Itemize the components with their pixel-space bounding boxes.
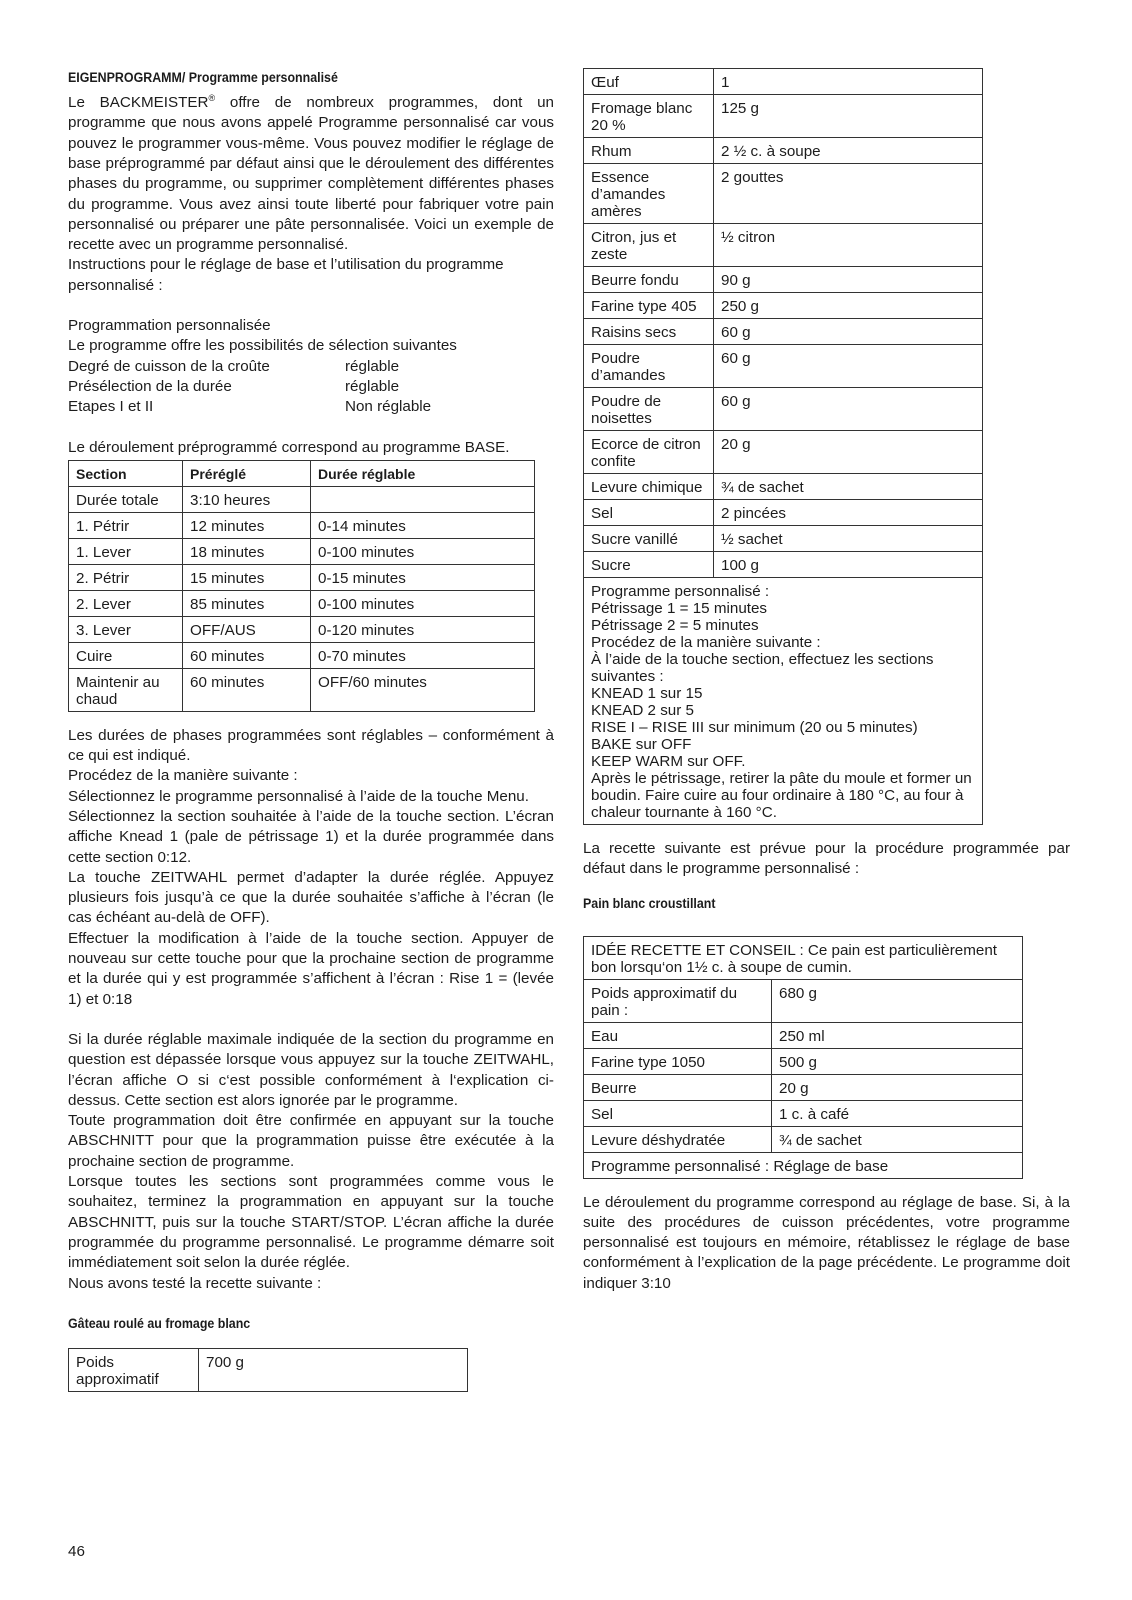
ingredient-name: Essence d’amandes amères xyxy=(584,164,714,224)
ingredient-name: Sel xyxy=(584,1100,772,1126)
ingredient-name: Citron, jus et zeste xyxy=(584,224,714,267)
paragraph: Toute programmation doit être confirmée en appuyant sur la touche ABSCHNITT pour que la programmation puisse être exécutée à la prochaine section de programme. xyxy=(68,1112,554,1170)
cell-adjustable: 0-15 minutes xyxy=(311,564,535,590)
program-line: RISE I – RISE III sur minimum (20 ou 5 minutes) xyxy=(591,719,918,736)
weight-value: 700 g xyxy=(199,1348,468,1391)
intro-paragraph xyxy=(68,88,554,255)
ingredient-row xyxy=(584,474,983,500)
program-line: Pétrissage 2 = 5 minutes xyxy=(591,617,759,634)
program-line: KEEP WARM sur OFF. xyxy=(591,753,746,770)
cell-adjustable: OFF/60 minutes xyxy=(311,668,535,711)
ingredient-name: Beurre fondu xyxy=(584,267,714,293)
ingredient-amount: 60 g xyxy=(714,388,983,431)
recipe-note: La recette suivante est prévue pour la procédure programmée par défaut dans le programme personnalisé : xyxy=(583,840,1070,878)
header-preset: Préréglé xyxy=(183,460,311,486)
right-column xyxy=(583,68,1070,1294)
options-list xyxy=(68,357,554,418)
table-row xyxy=(584,936,1023,979)
table-row xyxy=(69,590,535,616)
program-line: BAKE sur OFF xyxy=(591,736,692,753)
table-row xyxy=(69,668,535,711)
ingredient-row xyxy=(584,552,983,578)
cell-adjustable: 0-100 minutes xyxy=(311,538,535,564)
ingredient-name: Beurre xyxy=(584,1074,772,1100)
weight-table xyxy=(68,1348,468,1392)
ingredient-row xyxy=(584,345,983,388)
paragraph: Sélectionnez le programme personnalisé à l’aide de la touche Menu. xyxy=(68,787,529,805)
option-key: Degré de cuisson de la croûte xyxy=(68,357,270,375)
programming-subtitle: Le programme offre les possibilités de sélection suivantes xyxy=(68,337,457,355)
cell-adjustable: 0-100 minutes xyxy=(311,590,535,616)
table-row xyxy=(69,486,535,512)
cell-preset: 60 minutes xyxy=(183,668,311,711)
cell-section: 1. Lever xyxy=(69,538,183,564)
ingredient-name: Sel xyxy=(584,500,714,526)
ingredient-row xyxy=(584,224,983,267)
registered-mark: ® xyxy=(208,93,216,103)
tip-cell: IDÉE RECETTE ET CONSEIL : Ce pain est particulièrement bon lorsqu‘on 1½ c. à soupe de cumin. xyxy=(584,936,1023,979)
paragraph: La touche ZEITWAHL permet d’adapter la durée réglée. Appuyez plusieurs fois jusqu’à ce que la durée souhaitée s’affiche à l’écran (le cas échéant au-delà de OFF). xyxy=(68,868,554,927)
instructions-paragraph: Instructions pour le réglage de base et l’utilisation du programme personnalisé : xyxy=(68,256,504,294)
recipe2-table xyxy=(583,936,1023,1179)
ingredient-name: Poids approximatif du pain : xyxy=(584,979,772,1022)
programming-title: Programmation personnalisée xyxy=(68,317,271,335)
ingredient-amount: 680 g xyxy=(772,979,1023,1022)
left-column xyxy=(68,68,554,1392)
program-instructions xyxy=(584,578,983,825)
cell-preset: 15 minutes xyxy=(183,564,311,590)
cell-section: 3. Lever xyxy=(69,616,183,642)
paragraph: Effectuer la modification à l’aide de la touche section. Appuyer de nouveau sur cette touche pour que la prochaine section de programme et la durée qui y est programmée s’affichent à l’écran : Rise 1 = (levée 1) et 0:18 xyxy=(68,929,554,1008)
ingredient-name: Farine type 1050 xyxy=(584,1048,772,1074)
table-row xyxy=(69,1348,468,1391)
ingredient-name: Fromage blanc 20 % xyxy=(584,95,714,138)
ingredient-name: Ecorce de citron confite xyxy=(584,431,714,474)
program-line: KNEAD 1 sur 15 xyxy=(591,685,703,702)
cell-preset: 12 minutes xyxy=(183,512,311,538)
cell-adjustable: 0-70 minutes xyxy=(311,642,535,668)
ingredient-amount: 125 g xyxy=(714,95,983,138)
program-line: Après le pétrissage, retirer la pâte du moule et former un boudin. Faire cuire au four ordinaire à 180 °C, au four à chaleur tournante à 160 °C. xyxy=(591,770,972,821)
ingredient-name: Œuf xyxy=(584,69,714,95)
table-row xyxy=(69,642,535,668)
program-instructions-row xyxy=(584,578,983,825)
ingredient-row xyxy=(584,500,983,526)
ingredient-row xyxy=(584,388,983,431)
ingredient-name: Rhum xyxy=(584,138,714,164)
base-program-note: Le déroulement préprogrammé correspond au programme BASE. xyxy=(68,438,510,456)
cell-adjustable: 0-14 minutes xyxy=(311,512,535,538)
ingredient-amount: 20 g xyxy=(772,1074,1023,1100)
ingredient-row xyxy=(584,138,983,164)
cell-adjustable: 0-120 minutes xyxy=(311,616,535,642)
ingredient-row xyxy=(584,95,983,138)
ingredient-name: Levure déshydratée xyxy=(584,1126,772,1152)
cell-section: 2. Lever xyxy=(69,590,183,616)
ingredient-row xyxy=(584,431,983,474)
ingredient-amount: 2 gouttes xyxy=(714,164,983,224)
paragraph: Nous avons testé la recette suivante : xyxy=(68,1274,322,1292)
section-table xyxy=(68,460,535,712)
cell-section: Durée totale xyxy=(69,486,183,512)
cell-section: Maintenir au chaud xyxy=(69,668,183,711)
paragraph: Lorsque toutes les sections sont programmées comme vous le souhaitez, terminez la programmation en appuyant sur la touche ABSCHNITT, puis sur la touche START/STOP. L’écran affiche la durée programmée du programme personnalisé. Le programme démarre soit immédiatement soit selon la durée réglée. xyxy=(68,1173,554,1272)
ingredient-amount: 250 g xyxy=(714,293,983,319)
ingredient-name: Sucre xyxy=(584,552,714,578)
ingredient-amount: 2 ½ c. à soupe xyxy=(714,138,983,164)
ingredient-name: Eau xyxy=(584,1022,772,1048)
recipe-heading: Gâteau roulé au fromage blanc xyxy=(68,1315,251,1331)
ingredient-row xyxy=(584,1126,1023,1152)
ingredient-amount: ½ sachet xyxy=(714,526,983,552)
paragraph: Si la durée réglable maximale indiquée de la section du programme en question est dépassée lorsque vous appuyez sur la touche ZEITWAHL, l’écran affiche O si c‘est possible conformément à l‘explication ci-dessus. Cette section est alors ignorée par le programme. xyxy=(68,1030,554,1109)
option-row xyxy=(68,357,554,377)
cell-section: 1. Pétrir xyxy=(69,512,183,538)
cell-adjustable xyxy=(311,486,535,512)
program-setting-cell: Programme personnalisé : Réglage de base xyxy=(584,1152,1023,1178)
cell-preset: 85 minutes xyxy=(183,590,311,616)
weight-label: Poids approximatif xyxy=(69,1348,199,1391)
program-line: Procédez de la manière suivante : xyxy=(591,634,821,651)
paragraph: Procédez de la manière suivante : xyxy=(68,767,298,785)
ingredient-row xyxy=(584,1048,1023,1074)
table-row xyxy=(69,616,535,642)
ingredient-name: Levure chimique xyxy=(584,474,714,500)
ingredient-amount: 60 g xyxy=(714,345,983,388)
program-line: Pétrissage 1 = 15 minutes xyxy=(591,600,768,617)
header-section: Section xyxy=(69,460,183,486)
ingredient-row xyxy=(584,1022,1023,1048)
ingredient-amount: 60 g xyxy=(714,319,983,345)
ingredient-amount: ½ citron xyxy=(714,224,983,267)
ingredient-amount: 1 xyxy=(714,69,983,95)
ingredient-name: Farine type 405 xyxy=(584,293,714,319)
option-row xyxy=(68,377,554,397)
option-row xyxy=(68,397,554,417)
option-value: Non réglable xyxy=(345,398,432,416)
table-row xyxy=(584,1152,1023,1178)
ingredient-amount: 20 g xyxy=(714,431,983,474)
program-line: KNEAD 2 sur 5 xyxy=(591,702,694,719)
ingredient-row xyxy=(584,1074,1023,1100)
option-value: réglable xyxy=(345,377,400,395)
ingredient-amount: 90 g xyxy=(714,267,983,293)
ingredient-amount: 250 ml xyxy=(772,1022,1023,1048)
table-row xyxy=(69,538,535,564)
ingredient-row xyxy=(584,267,983,293)
ingredient-row xyxy=(584,69,983,95)
table-row xyxy=(69,512,535,538)
cell-preset: 18 minutes xyxy=(183,538,311,564)
ingredient-name: Poudre d’amandes xyxy=(584,345,714,388)
ingredient-row xyxy=(584,526,983,552)
paragraph: Sélectionnez la section souhaitée à l’aide de la touche section. L’écran affiche Knead 1 (pale de pétrissage 1) et la durée programmée dans cette section 0:12. xyxy=(68,808,554,866)
ingredient-row xyxy=(584,319,983,345)
section-heading: EIGENPROGRAMM/ Programme personnalisé xyxy=(68,70,338,85)
cell-section: 2. Pétrir xyxy=(69,564,183,590)
ingredient-amount: ¾ de sachet xyxy=(714,474,983,500)
option-key: Présélection de la durée xyxy=(68,377,232,395)
option-key: Etapes I et II xyxy=(68,398,154,416)
table-header-row xyxy=(69,460,535,486)
cell-section: Cuire xyxy=(69,642,183,668)
intro-text: offre de nombreux programmes, dont un programme que nous avons appelé Programme personnalisé car vous pouvez le programmer vous-même. Vous pouvez modifier le réglage de base préprogrammé par défaut ainsi que le déroulement des différentes phases du programme, ou supprimer complètement différentes phases du programme. Vous avez ainsi toute liberté pour fabriquer votre pain personnalisé ou préparer une pâte personnalisée. Voici un exemple de recette avec un programme personnalisé. xyxy=(68,94,554,254)
closing-paragraph: Le déroulement du programme correspond au réglage de base. Si, à la suite des procédures de cuisson précédentes, votre programme personnalisé est toujours en mémoire, rétablissez le réglage de base conformément à l’explication de la page précédente. Le programme doit indiquer 3:10 xyxy=(583,1193,1070,1292)
paragraph: Les durées de phases programmées sont réglables – conformément à ce qui est indiqué. xyxy=(68,726,554,765)
ingredient-row xyxy=(584,979,1023,1022)
ingredient-amount: ¾ de sachet xyxy=(772,1126,1023,1152)
table-row xyxy=(69,564,535,590)
ingredient-amount: 100 g xyxy=(714,552,983,578)
program-line: Programme personnalisé : xyxy=(591,583,770,600)
ingredient-row xyxy=(584,293,983,319)
ingredient-name: Poudre de noisettes xyxy=(584,388,714,431)
ingredient-name: Raisins secs xyxy=(584,319,714,345)
option-value: réglable xyxy=(345,357,400,375)
ingredients-table xyxy=(583,68,983,825)
brand-name: Le BACKMEISTER xyxy=(68,94,209,112)
ingredient-amount: 1 c. à café xyxy=(772,1100,1023,1126)
ingredient-name: Sucre vanillé xyxy=(584,526,714,552)
recipe-heading: Pain blanc croustillant xyxy=(583,895,716,911)
cell-preset: OFF/AUS xyxy=(183,616,311,642)
program-line: À l’aide de la touche section, effectuez les sections suivantes : xyxy=(591,651,934,685)
header-adjustable: Durée réglable xyxy=(311,460,535,486)
page-number: 46 xyxy=(68,1543,85,1560)
ingredient-amount: 2 pincées xyxy=(714,500,983,526)
ingredient-row xyxy=(584,1100,1023,1126)
ingredient-amount: 500 g xyxy=(772,1048,1023,1074)
cell-preset: 3:10 heures xyxy=(183,486,311,512)
ingredient-row xyxy=(584,164,983,224)
cell-preset: 60 minutes xyxy=(183,642,311,668)
